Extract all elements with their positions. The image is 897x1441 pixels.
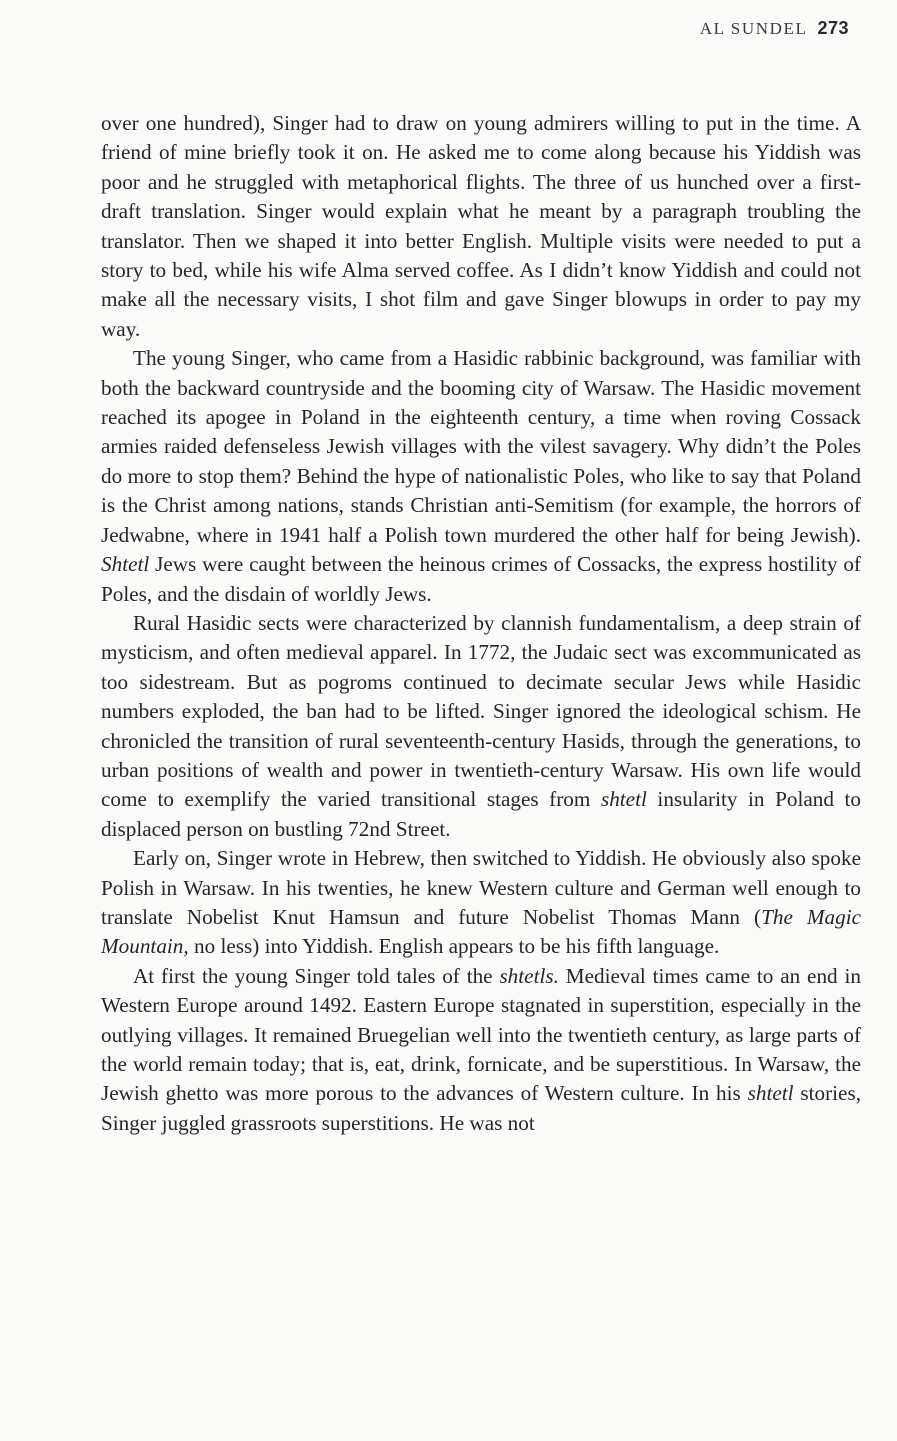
text-segment: Early on, Singer wrote in Hebrew, then switched to Yiddish. He obviously also spoke Polish in Warsaw. In his twenties, he knew Western culture and German well enough to translate Nobelist Knut Hamsun and future Nobelist Thomas Mann ( [101,846,861,929]
text-segment: At first the young Singer told tales of the [133,963,500,988]
running-head-author: AL SUNDEL [699,19,808,38]
italic-text: The Magic Mountain, [101,904,861,959]
text-segment: Jews were caught between the heinous crimes of Cossacks, the express hostility of Poles, and the disdain of worldly Jews. [101,552,861,606]
text-segment: Rural Hasidic sects were characterized by clannish fundamentalism, a deep strain of mysticism, and often medieval apparel. In 1772, the Judaic sect was excommunicated as too sidestream. But as pogroms continued to decimate secular Jews while Hasidic numbers exploded, the ban had to be lifted. Singer ignored the ideological schism. He chronicled the transition of rural seventeenth-century Hasids, through the generations, to urban positions of wealth and power in twentieth-century Warsaw. His own life would come to exemplify the varied transitional stages from [101,610,861,812]
paragraph [101,344,861,609]
paragraph [101,609,861,844]
italic-text: shtetl [747,1081,794,1106]
italic-text: Shtetl [101,552,150,577]
running-head [700,18,849,40]
text-segment: The young Singer, who came from a Hasidic rabbinic background, was familiar with both the backward countryside and the booming city of Warsaw. The Hasidic movement reached its apogee in Poland in the eighteenth century, a time when roving Cossack armies raided defenseless Jewish villages with the vilest savagery. Why didn’t the Poles do more to stop them? Behind the hype of nationalistic Poles, who like to say that Poland is the Christ among nations, stands Christian anti-Semitism (for example, the horrors of Jedwabne, where in 1941 half a Polish town murdered the other half for being Jewish). [101,346,861,547]
italic-text: shtetls. [499,963,559,988]
italic-text: shtetl [600,787,647,812]
text-segment: over one hundred), Singer had to draw on young admirers willing to put in the time. A friend of mine briefly took it on. He asked me to come along because his Yiddish was poor and he struggled with metaphorical flights. The three of us hunched over a first-draft translation. Singer would explain what he meant by a paragraph troubling the translator. Then we shaped it into better English. Multiple visits were needed to put a story to bed, while his wife Alma served coffee. As I didn’t know Yiddish and could not make all the necessary visits, I shot film and gave Singer blowups in order to pay my way. [101,111,861,341]
page-number: 273 [817,18,849,38]
text-segment: no less) into Yiddish. English appears to be his fifth language. [188,934,720,959]
body-text [101,109,861,1138]
text-segment: Medieval times came to an end in Western Europe around 1492. Eastern Europe stagnated in superstition, especially in the outlying villages. It remained Bruegelian well into the twentieth century, as large parts of the world remain today; that is, eat, drink, fornicate, and be superstitious. In Warsaw, the Jewish ghetto was more porous to the advances of Western culture. In his [101,963,861,1106]
text-segment: stories, Singer juggled grassroots superstitions. He was not [101,1081,861,1135]
text-segment: insularity in Poland to displaced person on bustling 72nd Street. [101,787,861,841]
paragraph [101,109,861,344]
paragraph [101,844,861,962]
paragraph [101,962,861,1138]
